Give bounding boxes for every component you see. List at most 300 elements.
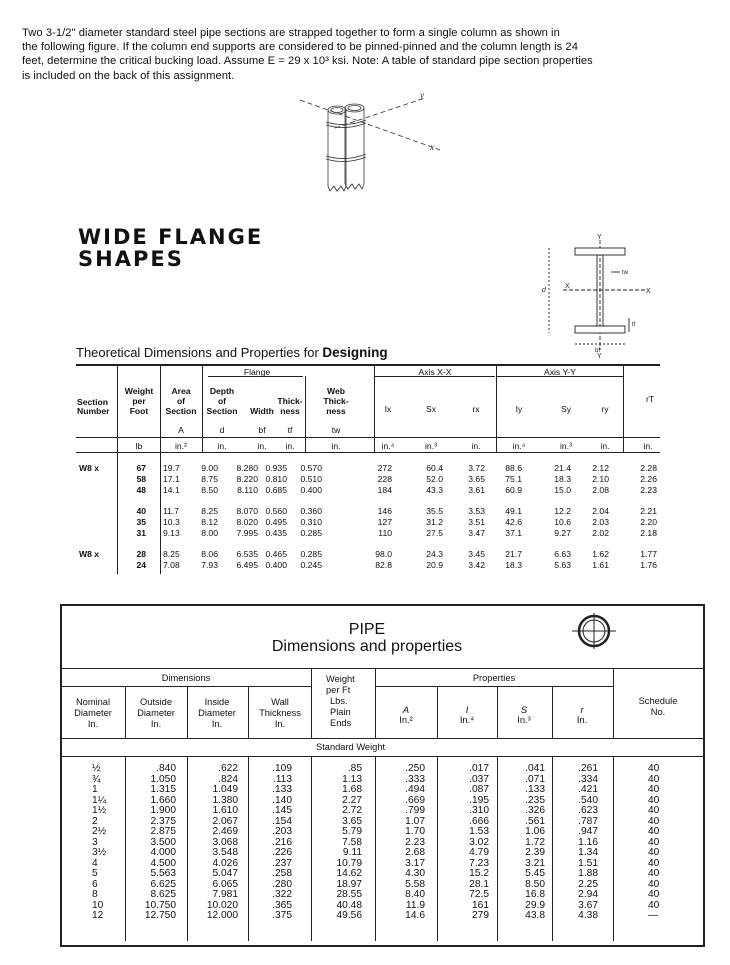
pipe-cell: .561: [525, 815, 545, 827]
wf-cell: 8.020: [236, 517, 258, 527]
beam-d-label: d: [542, 287, 546, 294]
wf-cell: 48: [136, 485, 146, 495]
unit-rx: in.: [471, 441, 481, 451]
pipe-cell: 8.625: [150, 889, 176, 900]
pipe-cell: 2.25: [578, 878, 598, 890]
wf-cell: 40: [136, 506, 146, 516]
wf-cell: 2.26: [640, 474, 657, 484]
pipe-hdr-a: A: [402, 705, 410, 715]
wf-cell: 7.08: [163, 560, 180, 570]
wf-cell: 2.03: [592, 517, 609, 527]
wf-cell: 8.25: [201, 506, 218, 516]
pipe-cell: 8: [92, 889, 98, 900]
wf-cell: 35: [136, 517, 146, 527]
hdr-flange: Flange: [243, 367, 271, 377]
wf-cell: 2.21: [640, 506, 657, 516]
theoretical-bold: Designing: [322, 345, 388, 360]
hdr-area-of: of: [176, 396, 186, 406]
pipe-cell: 4.30: [405, 868, 425, 879]
wf-cell: 3.42: [468, 560, 485, 570]
pipe-cell: 5.79: [342, 826, 362, 837]
wf-cell: 5.63: [554, 560, 571, 570]
pipe-cell: 40: [648, 815, 660, 827]
pipe-cell: ½: [92, 763, 101, 774]
pipe-cell: 3.02: [469, 836, 489, 848]
wf-cell: 27.5: [426, 528, 443, 538]
pipe-cell: 3: [92, 836, 98, 848]
wf-cell: 24: [136, 560, 146, 570]
wf-cell: 28: [136, 549, 146, 559]
wf-cell: 3.45: [468, 549, 485, 559]
wf-cell: 6.495: [236, 560, 258, 570]
pipe-cell: 2½: [92, 826, 107, 837]
hdr-area-section: Section: [165, 406, 197, 416]
pipe-cell: .041: [525, 763, 545, 774]
problem-line-4: is included on the back of this assignment.: [22, 69, 235, 82]
wf-cell: 8.110: [237, 485, 258, 495]
pipe-cell: .280: [272, 878, 292, 890]
wf-cell: 3.61: [468, 485, 485, 495]
pipe-cell: .226: [272, 847, 292, 858]
beam-bf-label: bf: [595, 348, 601, 354]
wf-cell: 12.2: [554, 506, 571, 516]
wf-cell: 7.995: [236, 528, 258, 538]
pipe-cell: 5.45: [525, 868, 545, 879]
pipe-cell: 49.56: [336, 910, 362, 921]
wf-cell: 42.6: [505, 517, 522, 527]
pipe-hdr-wall-unit: In.: [274, 719, 286, 729]
pipe-cell: 40.48: [336, 899, 362, 911]
beam-y-top: Y: [597, 234, 602, 241]
wf-cell: 10.6: [554, 517, 571, 527]
pipe-cell: .623: [578, 805, 598, 816]
beam-y-bottom: Y: [597, 353, 602, 360]
pipe-cell: 1.660: [150, 794, 176, 806]
pipe-cell: 1.049: [212, 784, 238, 795]
pipe-hdr-nominal-unit: In.: [87, 719, 99, 729]
beam-x-right: X: [646, 288, 651, 295]
wf-cell: 2.18: [640, 528, 657, 538]
pipe-cell: .235: [525, 794, 545, 806]
figure-x-label: x: [430, 142, 434, 152]
unit-ry: in.: [600, 441, 610, 451]
pipe-cell: 4.500: [150, 857, 176, 869]
wf-cell: 9.00: [201, 463, 218, 473]
wf-cell: 8.25: [163, 549, 180, 559]
wf-cell: 7.93: [201, 560, 218, 570]
wf-cell: 31.2: [426, 517, 443, 527]
pipe-hdr-outside-diameter: Diameter: [137, 708, 175, 718]
sym-bf: bf: [258, 425, 266, 435]
pipe-cell: 14.6: [405, 910, 425, 921]
wf-cell: 17.1: [163, 474, 180, 484]
pipe-hdr-wall: Wall: [271, 697, 289, 707]
pipe-cell: 1.16: [578, 836, 598, 848]
pipe-cell: 4.38: [578, 910, 598, 921]
hdr-web: Web: [327, 386, 345, 396]
pipe-cell: —: [648, 910, 659, 921]
wf-cell: 2.02: [592, 528, 609, 538]
pipe-cell: .947: [578, 826, 598, 837]
pipe-cell: .154: [272, 815, 292, 827]
wf-cell: 3.65: [468, 474, 485, 484]
pipe-cell: .017: [469, 763, 489, 774]
pipe-cell: .824: [218, 773, 238, 785]
pipe-cell: 4.026: [212, 857, 238, 869]
pipe-cell: 40: [648, 805, 660, 816]
pipe-cell: 9.11: [342, 847, 362, 858]
pipe-cell: 40: [648, 857, 660, 869]
pipe-cell: .237: [272, 857, 292, 869]
wf-cell: 1.61: [592, 560, 609, 570]
wf-cell: 24.3: [426, 549, 443, 559]
pipe-hdr-dimensions: Dimensions: [161, 673, 211, 683]
unit-rt: in.: [643, 441, 653, 451]
wf-cell: 21.4: [554, 463, 571, 473]
pipe-section-icon: [570, 613, 618, 649]
pipe-cell: 1¼: [92, 794, 107, 806]
hdr-sy: Sy: [560, 404, 572, 414]
pipe-cell: .071: [525, 773, 545, 785]
hdr-number: Number: [77, 406, 110, 416]
pipe-cell: 2.067: [212, 815, 238, 827]
unit-tw: in.: [331, 441, 341, 451]
wf-cell: 6.63: [554, 549, 571, 559]
pipe-cell: .333: [405, 773, 425, 785]
wf-cell: 10.3: [163, 517, 180, 527]
pipe-cell: 2.375: [150, 815, 176, 827]
pipe-cell: .326: [525, 805, 545, 816]
pipe-cell: 40: [648, 868, 660, 879]
wf-cell: 1.77: [640, 549, 657, 559]
pipe-cell: 2: [92, 815, 98, 827]
hdr-ry: ry: [601, 404, 609, 414]
wf-cell: 75.1: [505, 474, 522, 484]
pipe-cell: 40: [648, 794, 660, 806]
wf-cell: 88.6: [505, 463, 522, 473]
wf-cell: 0.435: [265, 528, 287, 538]
pipe-hdr-inside: Inside: [204, 697, 230, 707]
unit-area: in.²: [175, 441, 187, 451]
pipe-cell: 3.67: [578, 899, 598, 911]
wf-cell: 35.5: [426, 506, 443, 516]
wf-cell: 2.23: [640, 485, 657, 495]
wf-cell: 11.7: [163, 506, 180, 516]
unit-lb: lb: [135, 441, 143, 451]
pipe-cell: .087: [469, 784, 489, 795]
wf-cell: 0.685: [265, 485, 287, 495]
pipe-cell: .322: [272, 889, 292, 900]
unit-ix: in.⁴: [381, 441, 395, 451]
pipe-cell: 40: [648, 826, 660, 837]
pipe-cell: .203: [272, 826, 292, 837]
pipe-cell: 40: [648, 763, 660, 774]
pipe-cell: .113: [272, 773, 292, 785]
wf-cell: 52.0: [426, 474, 443, 484]
pipe-hdr-nominal-diameter: Diameter: [74, 708, 112, 718]
hdr-depth: Depth: [209, 386, 235, 396]
pipe-cell: 1½: [92, 805, 107, 816]
pipe-cell: 72.5: [469, 889, 489, 900]
wf-cell: 8.50: [201, 485, 218, 495]
hdr-ix: Ix: [384, 404, 392, 414]
pipe-cell: 2.72: [342, 805, 362, 816]
pipe-cell: 11.9: [405, 899, 425, 911]
pipe-title: PIPE: [348, 621, 386, 638]
unit-tf: in.: [285, 441, 295, 451]
hdr-axis-xx: Axis X-X: [418, 367, 452, 377]
hdr-axis-yy: Axis Y-Y: [543, 367, 577, 377]
pipe-cell: 2.68: [405, 847, 425, 858]
pipe-cell: 28.1: [469, 878, 489, 890]
wf-cell: 37.1: [505, 528, 522, 538]
pipe-cell: 5.047: [212, 868, 238, 879]
pipe-cell: .261: [578, 763, 598, 774]
pipe-cell: 3½: [92, 847, 107, 858]
hdr-ness: ness: [280, 406, 300, 416]
pipe-cell: 4.79: [469, 847, 489, 858]
pipe-cell: 6: [92, 878, 98, 890]
pipe-hdr-schedule: Schedule: [638, 696, 678, 706]
pipe-cell: 40: [648, 847, 660, 858]
wf-cell: 21.7: [505, 549, 522, 559]
pipe-cell: .85: [347, 763, 362, 774]
wf-cell: 3.53: [468, 506, 485, 516]
wf-cell: 43.3: [426, 485, 443, 495]
pipe-hdr-properties: Properties: [472, 673, 516, 683]
hdr-area: Area: [171, 386, 191, 396]
wf-cell: 15.0: [554, 485, 571, 495]
pipe-hdr-outside: Outside: [139, 697, 173, 707]
pipe-hdr-i: I: [465, 705, 469, 715]
pipe-cell: 1.53: [469, 826, 489, 837]
pipe-cell: 18.97: [336, 878, 362, 890]
wf-cell: 8.06: [201, 549, 218, 559]
wf-cell: 2.28: [640, 463, 657, 473]
pipe-cell: .787: [578, 815, 598, 827]
wf-cell: 184: [377, 485, 392, 495]
pipe-hdr-inside-unit: In.: [211, 719, 223, 729]
wf-cell: 127: [377, 517, 392, 527]
sym-tw: tw: [331, 425, 341, 435]
pipe-cell: 40: [648, 836, 660, 848]
wf-cell: 8.220: [236, 474, 258, 484]
hdr-sx: Sx: [425, 404, 437, 414]
pipe-cell: 2.875: [150, 826, 176, 837]
sym-a: A: [178, 425, 184, 435]
pipe-cell: 1.380: [212, 794, 238, 806]
pipe-cell: .622: [218, 763, 238, 774]
hdr-web-thick: Thick-: [323, 396, 349, 406]
hdr-depth-of: of: [217, 396, 227, 406]
pipe-cell: .666: [469, 815, 489, 827]
pipe-hdr-inside-diameter: Diameter: [198, 708, 236, 718]
pipe-cell: .669: [405, 794, 425, 806]
problem-line-3: feet, determine the critical bucking load. Assume E = 29 x 10³ ksi. Note: A table of standard pipe section properties: [22, 55, 593, 68]
wf-cell: 2.04: [592, 506, 609, 516]
beam-x-left: X: [565, 283, 570, 290]
wf-cell: 60.4: [426, 463, 443, 473]
wf-cell: 0.285: [300, 549, 322, 559]
wf-cell: 0.570: [300, 463, 322, 473]
pipe-cell: 10.750: [144, 899, 176, 911]
pipe-cell: .365: [272, 899, 292, 911]
wf-cell: 3.51: [468, 517, 485, 527]
pipe-cell: 1.610: [212, 805, 238, 816]
wf-cell: 0.310: [300, 517, 322, 527]
pipe-cell: 16.8: [525, 889, 545, 900]
wf-cell: 0.510: [300, 474, 322, 484]
hdr-foot: Foot: [129, 406, 149, 416]
pipe-cell: 1.88: [578, 868, 598, 879]
unit-sx: in.³: [425, 441, 437, 451]
pipe-cell: 5: [92, 868, 98, 879]
pipe-hdr-r: r: [580, 705, 584, 715]
beam-tf-label: tf: [632, 322, 636, 328]
hdr-web-ness: ness: [326, 406, 346, 416]
wf-cell: 0.400: [265, 560, 287, 570]
pipe-cell: .145: [272, 805, 292, 816]
wf-cell: 0.465: [265, 549, 287, 559]
problem-line-2: the following figure. If the column end supports are considered to be pinned-pinned and the column length is 24: [22, 41, 578, 54]
wf-cell: 67: [136, 463, 146, 473]
pipe-cell: 12: [92, 910, 104, 921]
pipe-hdr-perft: per Ft: [326, 685, 351, 695]
hdr-width: Width: [250, 406, 274, 416]
pipe-cell: 10: [92, 899, 104, 911]
pipe-hdr-r-unit: In.: [576, 715, 588, 725]
wf-cell: 18.3: [505, 560, 522, 570]
pipe-cell: .109: [272, 763, 292, 774]
pipe-cell: 2.27: [342, 794, 362, 806]
wf-cell: 8.00: [201, 528, 218, 538]
pipe-cell: 1.315: [150, 784, 176, 795]
pipe-cell: .421: [578, 784, 598, 795]
group1-label: W8 x: [79, 463, 100, 473]
hdr-per: per: [132, 396, 146, 406]
figure-y-label: y: [420, 90, 424, 100]
pipe-cell: .037: [469, 773, 489, 785]
unit-depth: in.: [217, 441, 227, 451]
pipe-cell: .133: [525, 784, 545, 795]
wf-cell: 9.27: [554, 528, 571, 538]
pipe-cell: 40: [648, 878, 660, 890]
wf-cell: 146: [377, 506, 392, 516]
pipe-hdr-no: No.: [650, 707, 666, 717]
wide-flange-heading-2: SHAPES: [78, 247, 184, 271]
pipe-cell: 1.050: [150, 773, 176, 785]
pipe-cell: 43.8: [525, 910, 545, 921]
pipe-cell: 10.79: [336, 857, 362, 869]
wf-cell: 14.1: [163, 485, 180, 495]
pipe-cell: 1.13: [342, 773, 362, 785]
pipe-cell: 5.58: [405, 878, 425, 890]
wf-cell: 98.0: [375, 549, 392, 559]
wf-cell: 19.7: [163, 463, 180, 473]
wf-cell: 3.72: [468, 463, 485, 473]
pipe-cell: 1.900: [150, 805, 176, 816]
pipe-cell: .310: [469, 805, 489, 816]
pipe-cell: .540: [578, 794, 598, 806]
pipe-cell: ¾: [92, 773, 101, 785]
pipe-cell: 279: [472, 910, 489, 921]
sym-d: d: [219, 425, 225, 435]
pipe-hdr-ends: Ends: [330, 718, 352, 728]
wf-cell: 6.535: [236, 549, 258, 559]
pipe-cell: 40: [648, 773, 660, 785]
pipe-cell: 4.000: [150, 847, 176, 858]
pipe-cell: .258: [272, 868, 292, 879]
pipe-cell: 7.981: [212, 889, 238, 900]
wf-cell: 8.12: [201, 517, 218, 527]
pipe-cell: 14.62: [336, 868, 362, 879]
beam-tw-label: tw: [622, 270, 628, 276]
pipe-cell: 2.94: [578, 889, 598, 900]
pipe-cell: 2.469: [212, 826, 238, 837]
wf-cell: 1.62: [592, 549, 609, 559]
pipe-hdr-i-unit: In.⁴: [459, 715, 475, 725]
pipe-hdr-a-unit: In.²: [399, 715, 413, 725]
wf-cell: 0.285: [300, 528, 322, 538]
pipe-cell: 5.563: [150, 868, 176, 879]
pipe-hdr-s: S: [520, 705, 528, 715]
wf-cell: 228: [377, 474, 392, 484]
pipe-cell: .133: [272, 784, 292, 795]
wf-cell: 2.12: [592, 463, 609, 473]
pipe-cell: .216: [272, 836, 292, 848]
wf-cell: 60.9: [505, 485, 522, 495]
pipe-hdr-thickness: Thickness: [259, 708, 301, 718]
pipe-cell: .494: [405, 784, 425, 795]
sym-tf: tf: [287, 425, 293, 435]
wf-cell: 110: [378, 528, 392, 538]
unit-width: in.: [257, 441, 267, 451]
pipe-cell: 1.72: [525, 836, 545, 848]
wf-cell: 3.47: [468, 528, 485, 538]
pipe-cell: 6.065: [212, 878, 238, 890]
pipe-cell: 3.17: [405, 857, 425, 869]
hdr-thick: Thick-: [277, 396, 303, 406]
pipe-cell: .250: [405, 763, 425, 774]
wf-cell: 0.935: [265, 463, 287, 473]
pipe-cell: 40: [648, 899, 660, 911]
wf-cell: 2.20: [640, 517, 657, 527]
wf-cell: 2.10: [592, 474, 609, 484]
hdr-depth-section: Section: [206, 406, 238, 416]
pipe-cell: 4: [92, 857, 98, 869]
wf-cell: 8.070: [236, 506, 258, 516]
pipe-cell: .840: [156, 763, 176, 774]
pipe-cell: 1.68: [342, 784, 362, 795]
pipe-cell: 3.21: [525, 857, 545, 869]
pipe-cell: 28.55: [336, 889, 362, 900]
pipe-cell: .140: [272, 794, 292, 806]
wf-cell: 20.9: [426, 560, 443, 570]
pipe-cell: 2.39: [525, 847, 545, 858]
pipe-cell: 1.70: [405, 826, 425, 837]
pipe-cell: .799: [405, 805, 425, 816]
pipe-cell: 12.000: [206, 910, 238, 921]
wf-cell: 31: [136, 528, 146, 538]
pipe-cell: 15.2: [469, 868, 489, 879]
pipe-cell: 12.750: [144, 910, 176, 921]
hdr-section: Section: [77, 397, 109, 407]
wf-cell: 0.245: [300, 560, 322, 570]
wf-cell: 9.13: [163, 528, 180, 538]
wf-cell: 272: [377, 463, 392, 473]
unit-sy: in.³: [560, 441, 572, 451]
pipe-cell: 10.020: [206, 899, 238, 911]
